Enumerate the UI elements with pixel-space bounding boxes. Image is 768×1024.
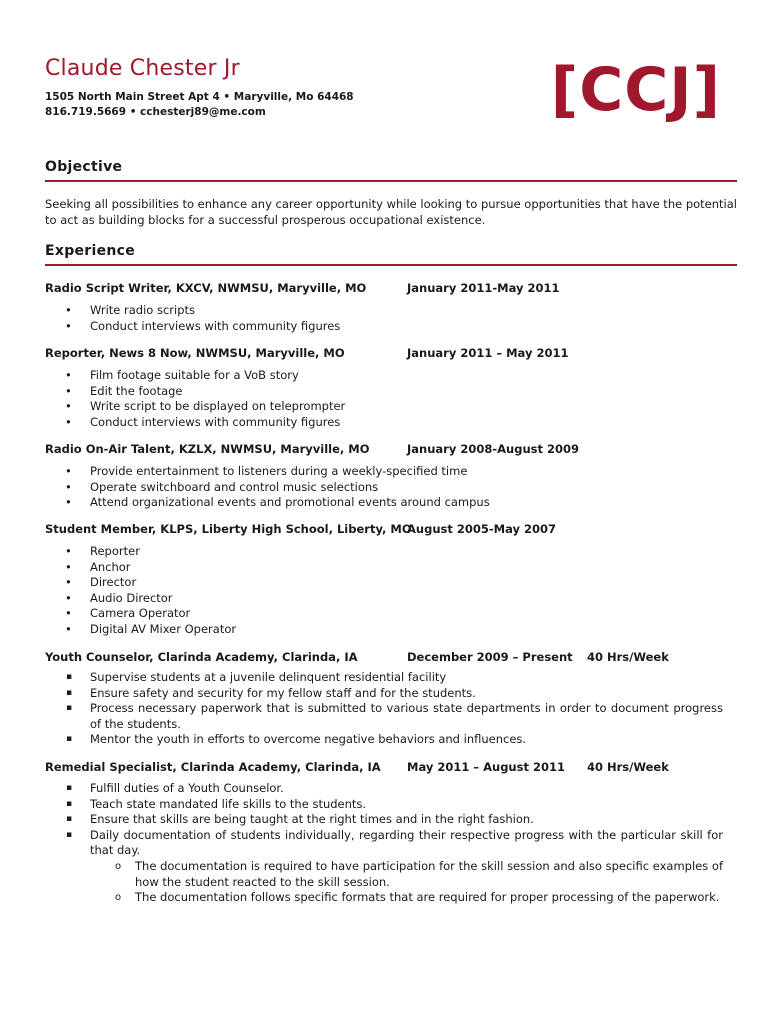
objective-text: Seeking all possibilities to enhance any career opportunity while looking to pursue opportunities that have the potential to act as building blocks for a successful prosperous occupational existence. (45, 197, 737, 227)
list-item: • Attend organizational events and promotional events around campus (45, 495, 490, 511)
list-item: ▪ Mentor the youth in efforts to overcome negative behaviors and influences. (64, 732, 723, 748)
list-item: • Director (45, 575, 236, 591)
contact-block (45, 90, 354, 120)
list-item: ▪ Process necessary paperwork that is submitted to various state departments in order to document progress of the students. (64, 701, 723, 732)
experience-divider (45, 264, 737, 266)
job-bullets (64, 670, 723, 748)
job-title: Student Member, KLPS, Liberty High School, Liberty, MO (45, 522, 412, 536)
job-bullets (45, 303, 340, 334)
list-item: • Reporter (45, 544, 236, 560)
job-header (45, 442, 737, 458)
list-item: • Anchor (45, 560, 236, 576)
job-bullets (64, 781, 723, 906)
list-item: ▪ Supervise students at a juvenile delinquent residential facility (64, 670, 723, 686)
address-line: 1505 North Main Street Apt 4 • Maryville, Mo 64468 (45, 91, 354, 103)
job-bullets (45, 368, 345, 430)
job-dates: January 2011-May 2011 (407, 281, 560, 295)
list-item: ▪ Ensure safety and security for my fellow staff and for the students. (64, 686, 723, 702)
list-item: ▪ Teach state mandated life skills to the students. (64, 797, 723, 813)
job-dates: May 2011 – August 2011 (407, 760, 565, 774)
list-item: • Write radio scripts (45, 303, 340, 319)
list-item: • Audio Director (45, 591, 236, 607)
sub-bullets (90, 859, 723, 906)
job-bullets (45, 544, 236, 638)
job-title: Radio On-Air Talent, KZLX, NWMSU, Maryville, MO (45, 442, 370, 456)
job-hours: 40 Hrs/Week (587, 760, 669, 774)
sub-list-item: o The documentation follows specific formats that are required for proper processing of the paperwork. (90, 890, 723, 906)
job-title: Remedial Specialist, Clarinda Academy, Clarinda, IA (45, 760, 381, 774)
job-header (45, 281, 737, 297)
objective-heading: Objective (45, 159, 123, 175)
job-header (45, 522, 737, 538)
job-header (45, 650, 737, 666)
list-item: ▪ Fulfill duties of a Youth Counselor. (64, 781, 723, 797)
job-title: Radio Script Writer, KXCV, NWMSU, Maryville, MO (45, 281, 367, 295)
phone-email-line: 816.719.5669 • cchesterj89@me.com (45, 106, 266, 118)
list-item: • Digital AV Mixer Operator (45, 622, 236, 638)
list-item: • Conduct interviews with community figures (45, 415, 345, 431)
job-title: Youth Counselor, Clarinda Academy, Clarinda, IA (45, 650, 358, 664)
applicant-name: Claude Chester Jr (45, 56, 240, 81)
list-item: • Provide entertainment to listeners during a weekly-specified time (45, 464, 490, 480)
job-header (45, 760, 737, 776)
list-item: • Write script to be displayed on teleprompter (45, 399, 345, 415)
list-item: • Edit the footage (45, 384, 345, 400)
job-dates: January 2011 – May 2011 (407, 346, 569, 360)
list-item (64, 828, 723, 906)
job-dates: August 2005-May 2007 (407, 522, 556, 536)
job-dates: January 2008-August 2009 (407, 442, 579, 456)
job-header (45, 346, 737, 362)
list-item: • Camera Operator (45, 606, 236, 622)
list-item: • Film footage suitable for a VoB story (45, 368, 345, 384)
job-hours: 40 Hrs/Week (587, 650, 669, 664)
monogram-logo: [CCJ] (550, 55, 721, 125)
job-bullets (45, 464, 490, 511)
sub-list-item: o The documentation is required to have participation for the skill session and also specific examples of how the student reacted to the skill session. (90, 859, 723, 890)
experience-heading: Experience (45, 243, 136, 259)
job-dates: December 2009 – Present (407, 650, 573, 664)
list-item: • Conduct interviews with community figures (45, 319, 340, 335)
job-title: Reporter, News 8 Now, NWMSU, Maryville, MO (45, 346, 345, 360)
list-item-text: Daily documentation of students individually, regarding their respective progress with the particular skill for that day. (90, 827, 723, 858)
objective-divider (45, 180, 737, 182)
list-item: ▪ Ensure that skills are being taught at the right times and in the right fashion. (64, 812, 723, 828)
list-item: • Operate switchboard and control music selections (45, 480, 490, 496)
